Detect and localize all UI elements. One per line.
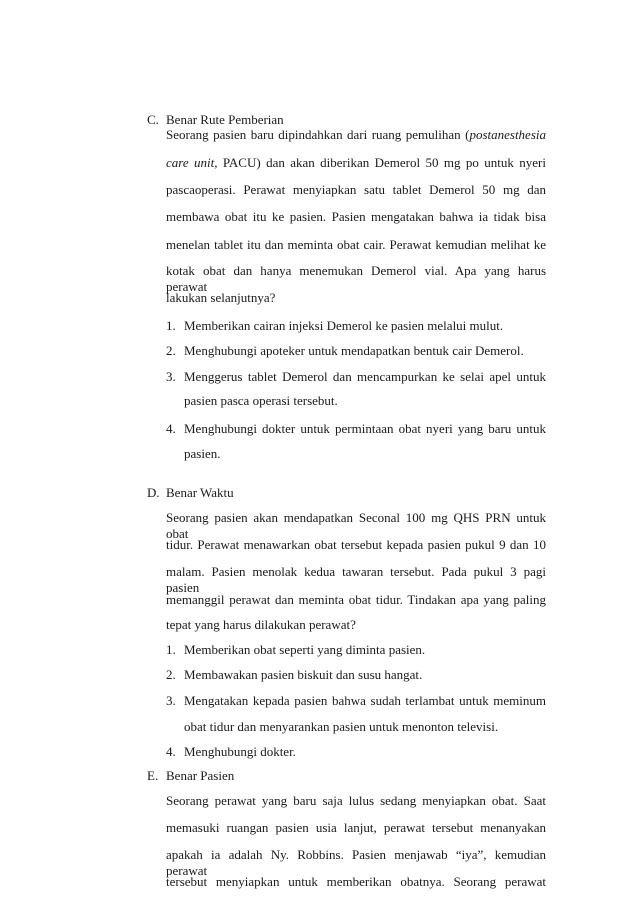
option-number: 1. [166,318,176,333]
option-number: 2. [166,343,176,358]
paragraph-line: membawa obat itu ke pasien. Pasien mengatakan bahwa ia tidak bisa [166,209,546,224]
paragraph-line: Seorang pasien baru dipindahkan dari ruang pemulihan (postanesthesia [166,127,546,142]
italic-term: care unit [166,155,215,170]
option-number: 4. [166,744,176,759]
option-number: 3. [166,369,176,384]
paragraph-line: menelan tablet itu dan meminta obat cair. Perawat kemudian melihat ke [166,237,546,252]
section-heading: Benar Rute Pemberian [166,112,284,127]
option-text: Menghubungi apoteker untuk mendapatkan bentuk cair Demerol. [184,343,524,358]
paragraph-line: care unit, PACU) dan akan diberikan Demerol 50 mg po untuk nyeri [166,155,546,170]
option-number: 1. [166,642,176,657]
option-text: Menghubungi dokter. [184,744,296,759]
paragraph-line: kotak obat dan hanya menemukan Demerol vial. Apa yang harus perawat [166,263,546,294]
paragraph-line: lakukan selanjutnya? [166,290,276,305]
section-heading: Benar Waktu [166,485,234,500]
option-text: Membawakan pasien biskuit dan susu hangat. [184,667,423,682]
section-heading: Benar Pasien [166,768,235,783]
section-letter: E. [147,768,159,783]
option-text: pasien pasca operasi tersebut. [184,393,338,408]
section-letter: C. [147,112,159,127]
option-text: Mengatakan kepada pasien bahwa sudah terlambat untuk meminum [184,693,546,708]
paragraph-line: tersebut menyiapkan untuk memberikan obatnya. Seorang perawat [166,874,546,889]
option-number: 4. [166,421,176,436]
option-text: obat tidur dan menyarankan pasien untuk menonton televisi. [184,719,499,734]
paragraph-line: tepat yang harus dilakukan perawat? [166,617,356,632]
section-letter: D. [147,485,160,500]
paragraph-line: memanggil perawat dan meminta obat tidur. Tindakan apa yang paling [166,592,546,607]
option-text: Memberikan obat seperti yang diminta pasien. [184,642,426,657]
option-number: 3. [166,693,176,708]
paragraph-line: malam. Pasien menolak kedua tawaran tersebut. Pada pukul 3 pagi pasien [166,564,546,595]
paragraph-line: memasuki ruangan pasien usia lanjut, perawat tersebut menanyakan [166,820,546,835]
paragraph-line: pascaoperasi. Perawat menyiapkan satu tablet Demerol 50 mg dan [166,182,546,197]
paragraph-line: apakah ia adalah Ny. Robbins. Pasien menjawab “iya”, kemudian perawat [166,847,546,878]
paragraph-line: Seorang pasien akan mendapatkan Seconal 100 mg QHS PRN untuk obat [166,510,546,541]
option-text: pasien. [184,446,221,461]
option-number: 2. [166,667,176,682]
option-text: Menghubungi dokter untuk permintaan obat nyeri yang baru untuk [184,421,546,436]
italic-term: postanesthesia [469,127,546,142]
paragraph-line: tidur. Perawat menawarkan obat tersebut kepada pasien pukul 9 dan 10 [166,537,546,552]
option-text: Memberikan cairan injeksi Demerol ke pasien melalui mulut. [184,318,504,333]
paragraph-line: Seorang perawat yang baru saja lulus sedang menyiapkan obat. Saat [166,793,546,808]
option-text: Menggerus tablet Demerol dan mencampurkan ke selai apel untuk [184,369,546,384]
